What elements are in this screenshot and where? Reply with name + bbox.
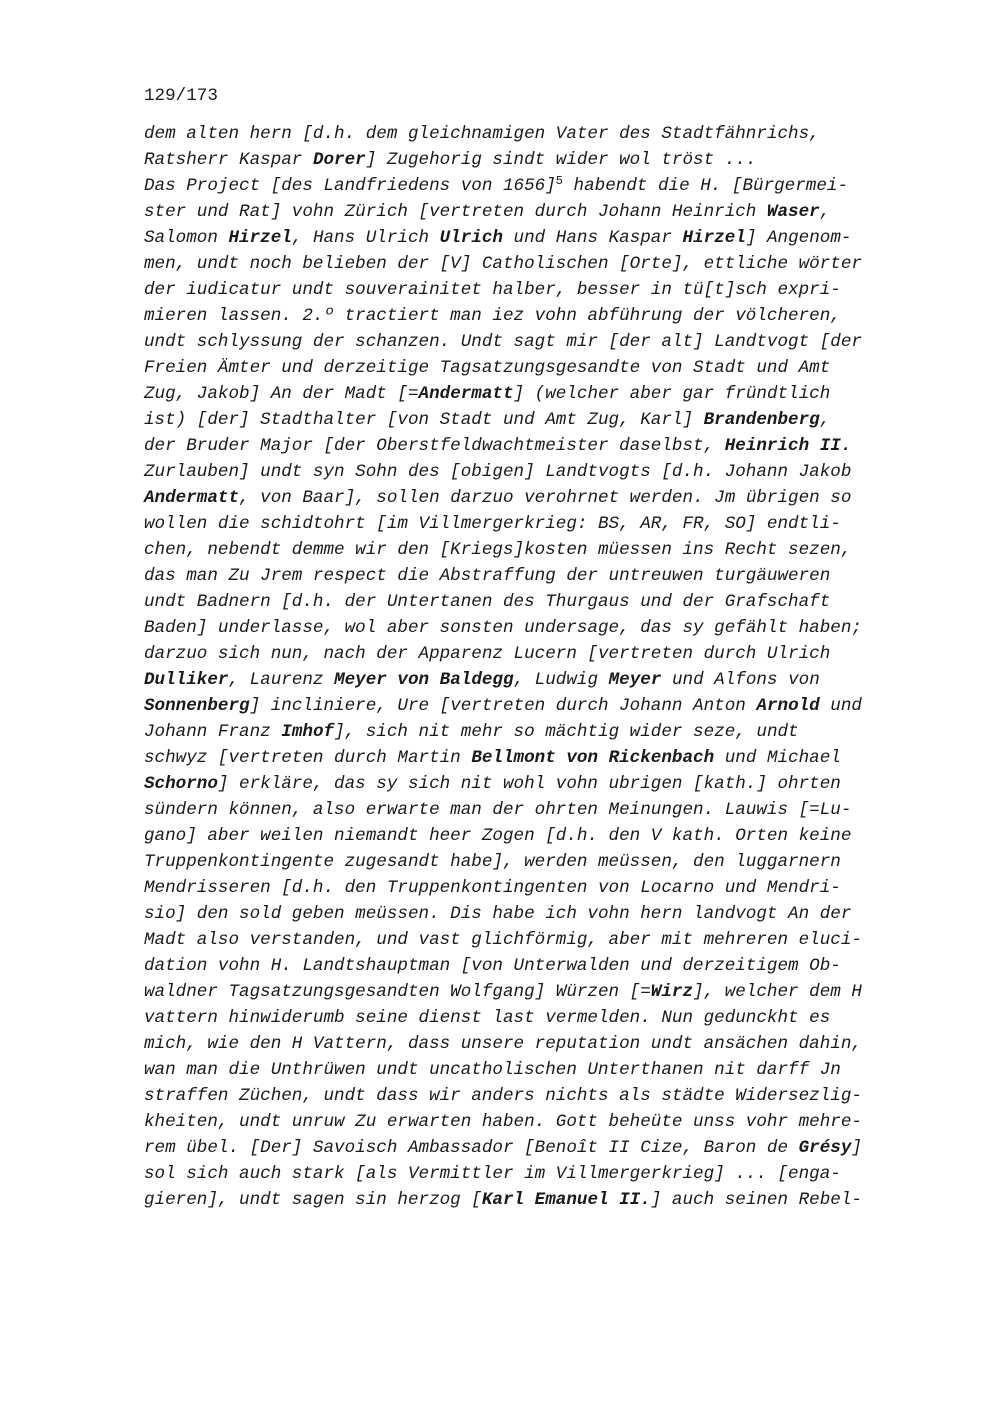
- person-name: Schorno: [144, 774, 218, 794]
- person-name: Waser: [766, 202, 820, 222]
- person-name: Andermatt: [418, 384, 514, 404]
- text-segment: ,: [819, 410, 831, 430]
- text-segment: habendt die H. [Bürgermei-: [562, 176, 849, 196]
- text-line: [144, 485, 914, 511]
- text-segment: Mendrisseren [d.h. den Truppenkontingenten von Locarno und Mendri-: [144, 878, 841, 898]
- text-line: [144, 173, 914, 199]
- text-segment: Johann Franz: [144, 722, 282, 742]
- text-line: [144, 199, 914, 225]
- person-name: Andermatt: [144, 488, 240, 508]
- text-segment: kheiten, undt unruw Zu erwarten haben. Gott beheüte unss vohr mehre-: [144, 1112, 862, 1132]
- text-segment: und Hans Kaspar: [503, 228, 683, 248]
- text-segment: sündern können, also erwarte man der ohrten Meinungen. Lauwis [=Lu-: [144, 800, 852, 820]
- body-text: [144, 121, 914, 1213]
- text-line: [144, 927, 914, 953]
- text-segment: waldner Tagsatzungsgesandten Wolfgang] Würzen [=: [144, 982, 651, 1002]
- text-line: [144, 537, 914, 563]
- text-segment: mich, wie den H Vattern, dass unsere reputation undt ansächen dahin,: [144, 1034, 862, 1054]
- text-line: [144, 1005, 914, 1031]
- text-segment: dation vohn H. Landtshauptman [von Unterwalden und derzeitigem Ob-: [144, 956, 841, 976]
- text-segment: und: [819, 696, 862, 716]
- person-name: Dorer: [312, 150, 366, 170]
- text-line: [144, 381, 914, 407]
- text-segment: wan man die Unthrüwen undt uncatholischen Unterthanen nit darff Jn: [144, 1060, 841, 1080]
- text-segment: der iudicatur undt souverainitet halber, besser in tü[t]sch expri-: [144, 280, 841, 300]
- text-segment: mieren lassen. 2.º tractiert man iez vohn abführung der völcheren,: [144, 306, 841, 326]
- person-name: Arnold: [756, 696, 820, 716]
- text-line: [144, 641, 914, 667]
- text-segment: Truppenkontingente zugesandt habe], werden meüssen, den luggarnern: [144, 852, 841, 872]
- person-name: Karl Emanuel II.: [481, 1190, 651, 1210]
- text-segment: ] erkläre, das sy sich nit wohl vohn ubrigen [kath.] ohrten: [217, 774, 841, 794]
- page-number: 129/173: [144, 86, 218, 106]
- text-line: [144, 901, 914, 927]
- person-name: Heinrich II.: [724, 436, 852, 456]
- person-name: Brandenberg: [703, 410, 820, 430]
- person-name: Hirzel: [228, 228, 292, 248]
- text-segment: Das Project [des Landfriedens von 1656]: [144, 176, 556, 196]
- text-line: [144, 589, 914, 615]
- text-segment: , von Baar], sollen darzuo verohrnet werden. Jm übrigen so: [239, 488, 852, 508]
- text-line: [144, 1187, 914, 1213]
- text-segment: sol sich auch stark [als Vermittler im Villmergerkrieg] ... [enga-: [144, 1164, 841, 1184]
- text-line: [144, 433, 914, 459]
- text-line: [144, 1135, 914, 1161]
- text-segment: Baden] underlasse, wol aber sonsten undersage, das sy gefählt haben;: [144, 618, 862, 638]
- text-segment: ] Angenom-: [745, 228, 852, 248]
- text-segment: Freien Ämter und derzeitige Tagsatzungsgesandte von Stadt und Amt: [144, 358, 831, 378]
- text-segment: Zurlauben] undt syn Sohn des [obigen] Landtvogts [d.h. Johann Jakob: [144, 462, 852, 482]
- text-segment: ist) [der] Stadthalter [von Stadt und Amt Zug, Karl]: [144, 410, 704, 430]
- text-segment: gieren], undt sagen sin herzog [: [144, 1190, 482, 1210]
- text-line: [144, 823, 914, 849]
- text-line: [144, 277, 914, 303]
- text-line: [144, 771, 914, 797]
- person-name: Hirzel: [682, 228, 746, 248]
- text-segment: das man Zu Jrem respect die Abstraffung der untreuwen turgäuweren: [144, 566, 831, 586]
- text-segment: Madt also verstanden, und vast glichförmig, aber mit mehreren eluci-: [144, 930, 862, 950]
- text-line: [144, 719, 914, 745]
- person-name: Bellmont von Rickenbach: [471, 748, 715, 768]
- text-line: [144, 251, 914, 277]
- text-line: [144, 849, 914, 875]
- text-segment: gano] aber weilen niemandt heer Zogen [d.h. den V kath. Orten keine: [144, 826, 852, 846]
- person-name: Wirz: [650, 982, 694, 1002]
- text-segment: Zug, Jakob] An der Madt [=: [144, 384, 419, 404]
- text-line: [144, 329, 914, 355]
- text-segment: ] incliniere, Ure [vertreten durch Johann Anton: [249, 696, 757, 716]
- text-line: [144, 1109, 914, 1135]
- text-segment: Salomon: [144, 228, 229, 248]
- text-segment: , Hans Ulrich: [291, 228, 440, 248]
- text-line: [144, 979, 914, 1005]
- text-line: [144, 667, 914, 693]
- person-name: Imhof: [281, 722, 335, 742]
- text-line: [144, 745, 914, 771]
- footnote-marker: 5: [555, 174, 563, 188]
- text-line: [144, 1057, 914, 1083]
- text-line: [144, 563, 914, 589]
- person-name: Grésy: [798, 1138, 852, 1158]
- text-line: [144, 797, 914, 823]
- text-line: [144, 459, 914, 485]
- text-segment: ], welcher dem H: [693, 982, 862, 1002]
- text-segment: Ratsherr Kaspar: [144, 150, 313, 170]
- person-name: Sonnenberg: [144, 696, 250, 716]
- text-segment: ] Zugehorig sindt wider wol tröst ...: [365, 150, 757, 170]
- text-line: [144, 225, 914, 251]
- text-segment: ] auch seinen Rebel-: [650, 1190, 862, 1210]
- text-line: [144, 1161, 914, 1187]
- text-segment: darzuo sich nun, nach der Apparenz Lucern [vertreten durch Ulrich: [144, 644, 831, 664]
- text-segment: undt schlyssung der schanzen. Undt sagt mir [der alt] Landtvogt [der: [144, 332, 862, 352]
- text-segment: chen, nebendt demme wir den [Kriegs]kosten müessen ins Recht sezen,: [144, 540, 852, 560]
- text-line: [144, 121, 914, 147]
- text-segment: sio] den sold geben meüssen. Dis habe ich vohn hern landvogt An der: [144, 904, 852, 924]
- text-segment: , Ludwig: [513, 670, 609, 690]
- text-segment: und Michael: [714, 748, 841, 768]
- text-segment: ]: [851, 1138, 862, 1158]
- text-line: [144, 875, 914, 901]
- text-line: [144, 355, 914, 381]
- text-segment: undt Badnern [d.h. der Untertanen des Thurgaus und der Grafschaft: [144, 592, 831, 612]
- text-segment: ], sich nit mehr so mächtig wider seze, undt: [334, 722, 799, 742]
- person-name: Ulrich: [439, 228, 503, 248]
- text-line: [144, 1031, 914, 1057]
- text-line: [144, 147, 914, 173]
- person-name: Meyer von Baldegg: [334, 670, 514, 690]
- text-line: [144, 615, 914, 641]
- text-segment: vattern hinwiderumb seine dienst last vermelden. Nun gedunckht es: [144, 1008, 831, 1028]
- text-line: [144, 953, 914, 979]
- person-name: Meyer: [608, 670, 662, 690]
- text-line: [144, 693, 914, 719]
- text-segment: schwyz [vertreten durch Martin: [144, 748, 472, 768]
- text-line: [144, 303, 914, 329]
- text-segment: ster und Rat] vohn Zürich [vertreten durch Johann Heinrich: [144, 202, 767, 222]
- text-segment: der Bruder Major [der Oberstfeldwachtmeister daselbst,: [144, 436, 725, 456]
- text-segment: men, undt noch belieben der [V] Catholischen [Orte], ettliche wörter: [144, 254, 862, 274]
- text-line: [144, 407, 914, 433]
- text-line: [144, 511, 914, 537]
- text-line: [144, 1083, 914, 1109]
- person-name: Dulliker: [144, 670, 229, 690]
- text-segment: , Laurenz: [228, 670, 335, 690]
- text-segment: und Alfons von: [661, 670, 820, 690]
- text-segment: dem alten hern [d.h. dem gleichnamigen Vater des Stadtfähnrichs,: [144, 124, 820, 144]
- text-segment: ] (welcher aber gar fründtlich: [513, 384, 831, 404]
- text-segment: ,: [819, 202, 831, 222]
- text-segment: wollen die schidtohrt [im Villmergerkrieg: BS, AR, FR, SO] endtli-: [144, 514, 841, 534]
- text-segment: straffen Züchen, undt dass wir anders nichts als städte Widersezlig-: [144, 1086, 862, 1106]
- text-segment: rem übel. [Der] Savoisch Ambassador [Benoît II Cize, Baron de: [144, 1138, 799, 1158]
